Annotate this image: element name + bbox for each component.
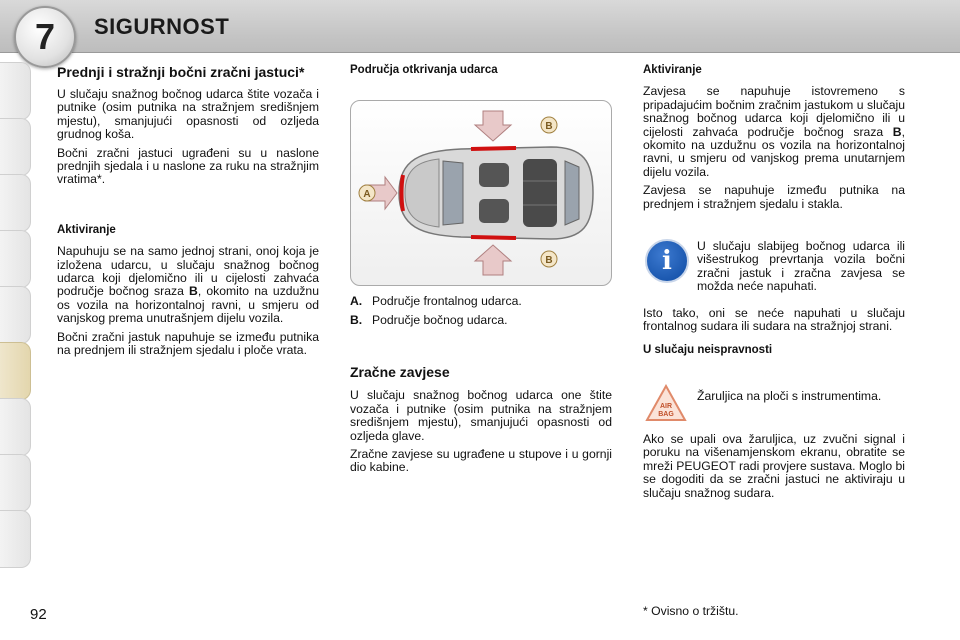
svg-text:AIR: AIR xyxy=(659,403,673,410)
car-diagram-icon xyxy=(351,101,611,285)
footnote: * Ovisno o tržištu. xyxy=(643,604,739,618)
zone-label-b: B xyxy=(545,255,553,266)
sub-heading: Aktiviranje xyxy=(57,223,116,236)
column-activation xyxy=(643,64,905,216)
section-title: Područja otkrivanja udarca xyxy=(350,64,498,76)
chapter-header xyxy=(0,0,960,57)
chapter-tab[interactable] xyxy=(0,454,31,512)
chapter-tab[interactable] xyxy=(0,230,31,288)
svg-text:BAG: BAG xyxy=(658,411,674,418)
chapter-tab[interactable] xyxy=(0,398,31,456)
chapter-tab[interactable] xyxy=(0,118,31,176)
section-title: Zračne zavjese xyxy=(350,364,450,380)
chapter-number: 7 xyxy=(14,6,76,68)
sub-heading: U slučaju neispravnosti xyxy=(643,343,773,356)
paragraph: Isto tako, oni se neće napuhati u slučaju frontalnog sudara ili sudara na stražnjoj strani. xyxy=(643,306,905,334)
column-side-airbags xyxy=(57,64,319,363)
paragraph: Zračne zavjese su ugrađene u stupove i u gornji dio kabine. xyxy=(350,447,612,475)
car-diagram xyxy=(350,100,612,286)
legend-item: B. Područje bočnog udarca. xyxy=(350,313,508,327)
paragraph: Napuhuju se na samo jednoj strani, onoj koja je izložena udarcu, u slučaju snažnog bočnog udarca koji djelomično ili u cijelosti zahvaća područje bočnog sraza B, okomito na uzdužnu os vozila na horizontalnoj ravni, u smjeru od vanjskog prema unutrašnjem dijelu vozila. xyxy=(57,244,319,326)
column-malfunction xyxy=(643,433,905,505)
info-icon: i xyxy=(645,239,689,283)
warning-lamp-note: Žaruljica na ploči s instrumentima. xyxy=(697,389,882,403)
chapter-tab[interactable] xyxy=(0,174,31,232)
paragraph: U slučaju snažnog bočnog udarca one štite vozača i putnike (osim putnika na stražnjem središnjem mjestu), smanjujući opasnosti od ozljeda glave. xyxy=(350,388,612,443)
chapter-title: SIGURNOST xyxy=(94,14,230,39)
paragraph: Ako se upali ova žaruljica, uz zvučni signal i poruku na višenamjenskom ekranu, obratite se mreži PEUGEOT radi provjere sustava. Moglo bi se dogoditi da se zračni jastuci ne aktiviraju u slučaju snažnog sudara. xyxy=(643,432,905,500)
page-number: 92 xyxy=(30,606,47,623)
chapter-tabs xyxy=(0,62,32,574)
legend-item: A. Područje frontalnog udarca. xyxy=(350,294,522,308)
paragraph: U slučaju snažnog bočnog udarca štite vozača i putnike (osim putnika na stražnjem središnjem mjestu), smanjujući opasnosti od ozljeda grudnog koša. xyxy=(57,87,319,142)
chapter-tab-active[interactable] xyxy=(0,342,31,400)
paragraph: Zavjesa se napuhuje istovremeno s pripadajućim bočnim zračnim jastukom u slučaju snažnog bočnog udarca koji djelomično ili u cijelosti zahvaća područje bočnog sraza B, okomito na uzdužnu os vozila na horizontalnoj ravni, u smjeru od vanjskog prema unutarnjem dijelu vozila. xyxy=(643,84,905,179)
paragraph: Bočni zračni jastuci ugrađeni su u naslone prednjih sjedala i u naslone za ruku na stražnjim vratima*. xyxy=(57,145,319,187)
chapter-tab[interactable] xyxy=(0,62,31,120)
column-detection-zones xyxy=(350,64,612,85)
chapter-tab[interactable] xyxy=(0,510,31,568)
paragraph: Zavjesa se napuhuje između putnika na prednjem i stražnjem sjedalu i stakla. xyxy=(643,183,905,211)
info-note: U slučaju slabijeg bočnog udarca ili višestrukog prevrtanja vozila bočni zračni jastuk i zračna zavjesa se možda neće napuhati. xyxy=(697,239,905,294)
chapter-tab[interactable] xyxy=(0,286,31,344)
section-title: Prednji i stražnji bočni zračni jastuci* xyxy=(57,64,305,80)
paragraph: Bočni zračni jastuk napuhuje se između putnika na prednjem ili stražnjem sjedalu i ploče vrata. xyxy=(57,329,319,358)
column-activation-cont xyxy=(643,307,905,365)
zone-label-b: B xyxy=(545,121,553,132)
sub-heading: Aktiviranje xyxy=(643,64,702,76)
airbag-warning-icon xyxy=(645,384,687,422)
column-curtains xyxy=(350,366,612,480)
zone-label-a: A xyxy=(363,189,371,200)
